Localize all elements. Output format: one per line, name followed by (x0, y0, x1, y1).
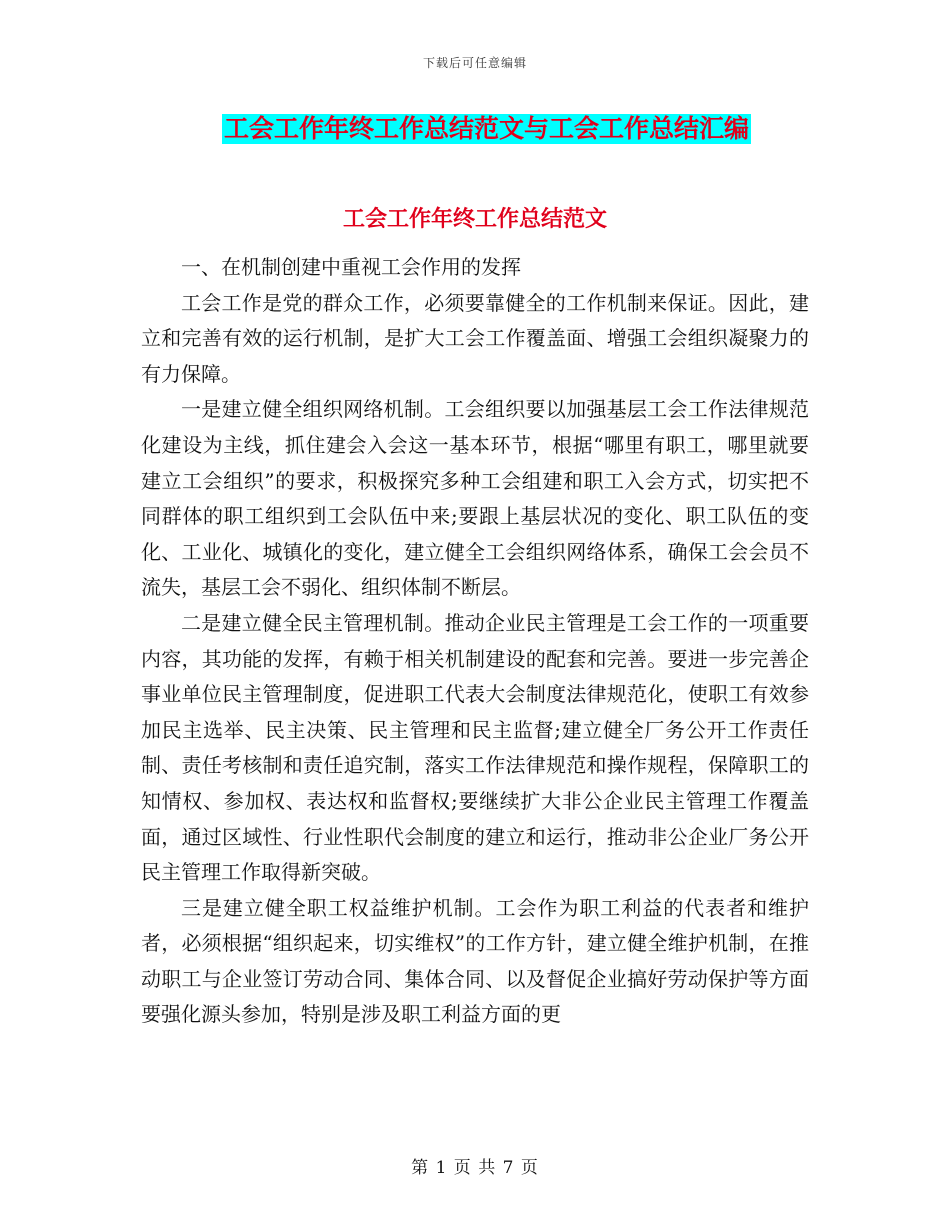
body-paragraph: 二是建立健全民主管理机制。推动企业民主管理是工会工作的一项重要内容，其功能的发挥，有赖于相关机制建设的配套和完善。要进一步完善企事业单位民主管理制度，促进职工代表大会制度法律规范化，使职工有效参加民主选举、民主决策、民主管理和民主监督;建立健全厂务公开工作责任制、责任考核制和责任追究制，落实工作法律规范和操作规程，保障职工的知情权、参加权、表达权和监督权;要继续扩大非公企业民主管理工作覆盖面，通过区域性、行业性职代会制度的建立和运行，推动非公企业厂务公开民主管理工作取得新突破。 (141, 610, 809, 885)
header-note: 下载后可任意编辑 (422, 56, 527, 70)
section-heading-paragraph: 一、在机制创建中重视工会作用的发挥 (181, 255, 521, 279)
body-paragraph: 三是建立健全职工权益维护机制。工会作为职工利益的代表者和维护者，必须根据“组织起来，切实维权”的工作方针，建立健全维护机制，在推动职工与企业签订劳动合同、集体合同、以及督促企业搞好劳动保护等方面要强化源头参加，特别是涉及职工利益方面的更 (141, 895, 809, 1027)
page-number-footer: 第 1 页 共 7 页 (411, 1158, 539, 1178)
section-title: 工会工作年终工作总结范文 (342, 207, 607, 232)
document-title: 工会工作年终工作总结范文与工会工作总结汇编 (224, 114, 750, 143)
body-paragraph: 一是建立健全组织网络机制。工会组织要以加强基层工会工作法律规范化建设为主线，抓住建会入会这一基本环节，根据“哪里有职工，哪里就要建立工会组织”的要求，积极探究多种工会组建和职工入会方式，切实把不同群体的职工组织到工会队伍中来;要跟上基层状况的变化、职工队伍的变化、工业化、城镇化的变化，建立健全工会组织网络体系，确保工会会员不流失，基层工会不弱化、组织体制不断层。 (141, 397, 809, 600)
body-paragraph: 工会工作是党的群众工作，必须要靠健全的工作机制来保证。因此，建立和完善有效的运行机制，是扩大工会工作覆盖面、增强工会组织凝聚力的有力保障。 (141, 290, 809, 386)
document-body (141, 250, 809, 1033)
